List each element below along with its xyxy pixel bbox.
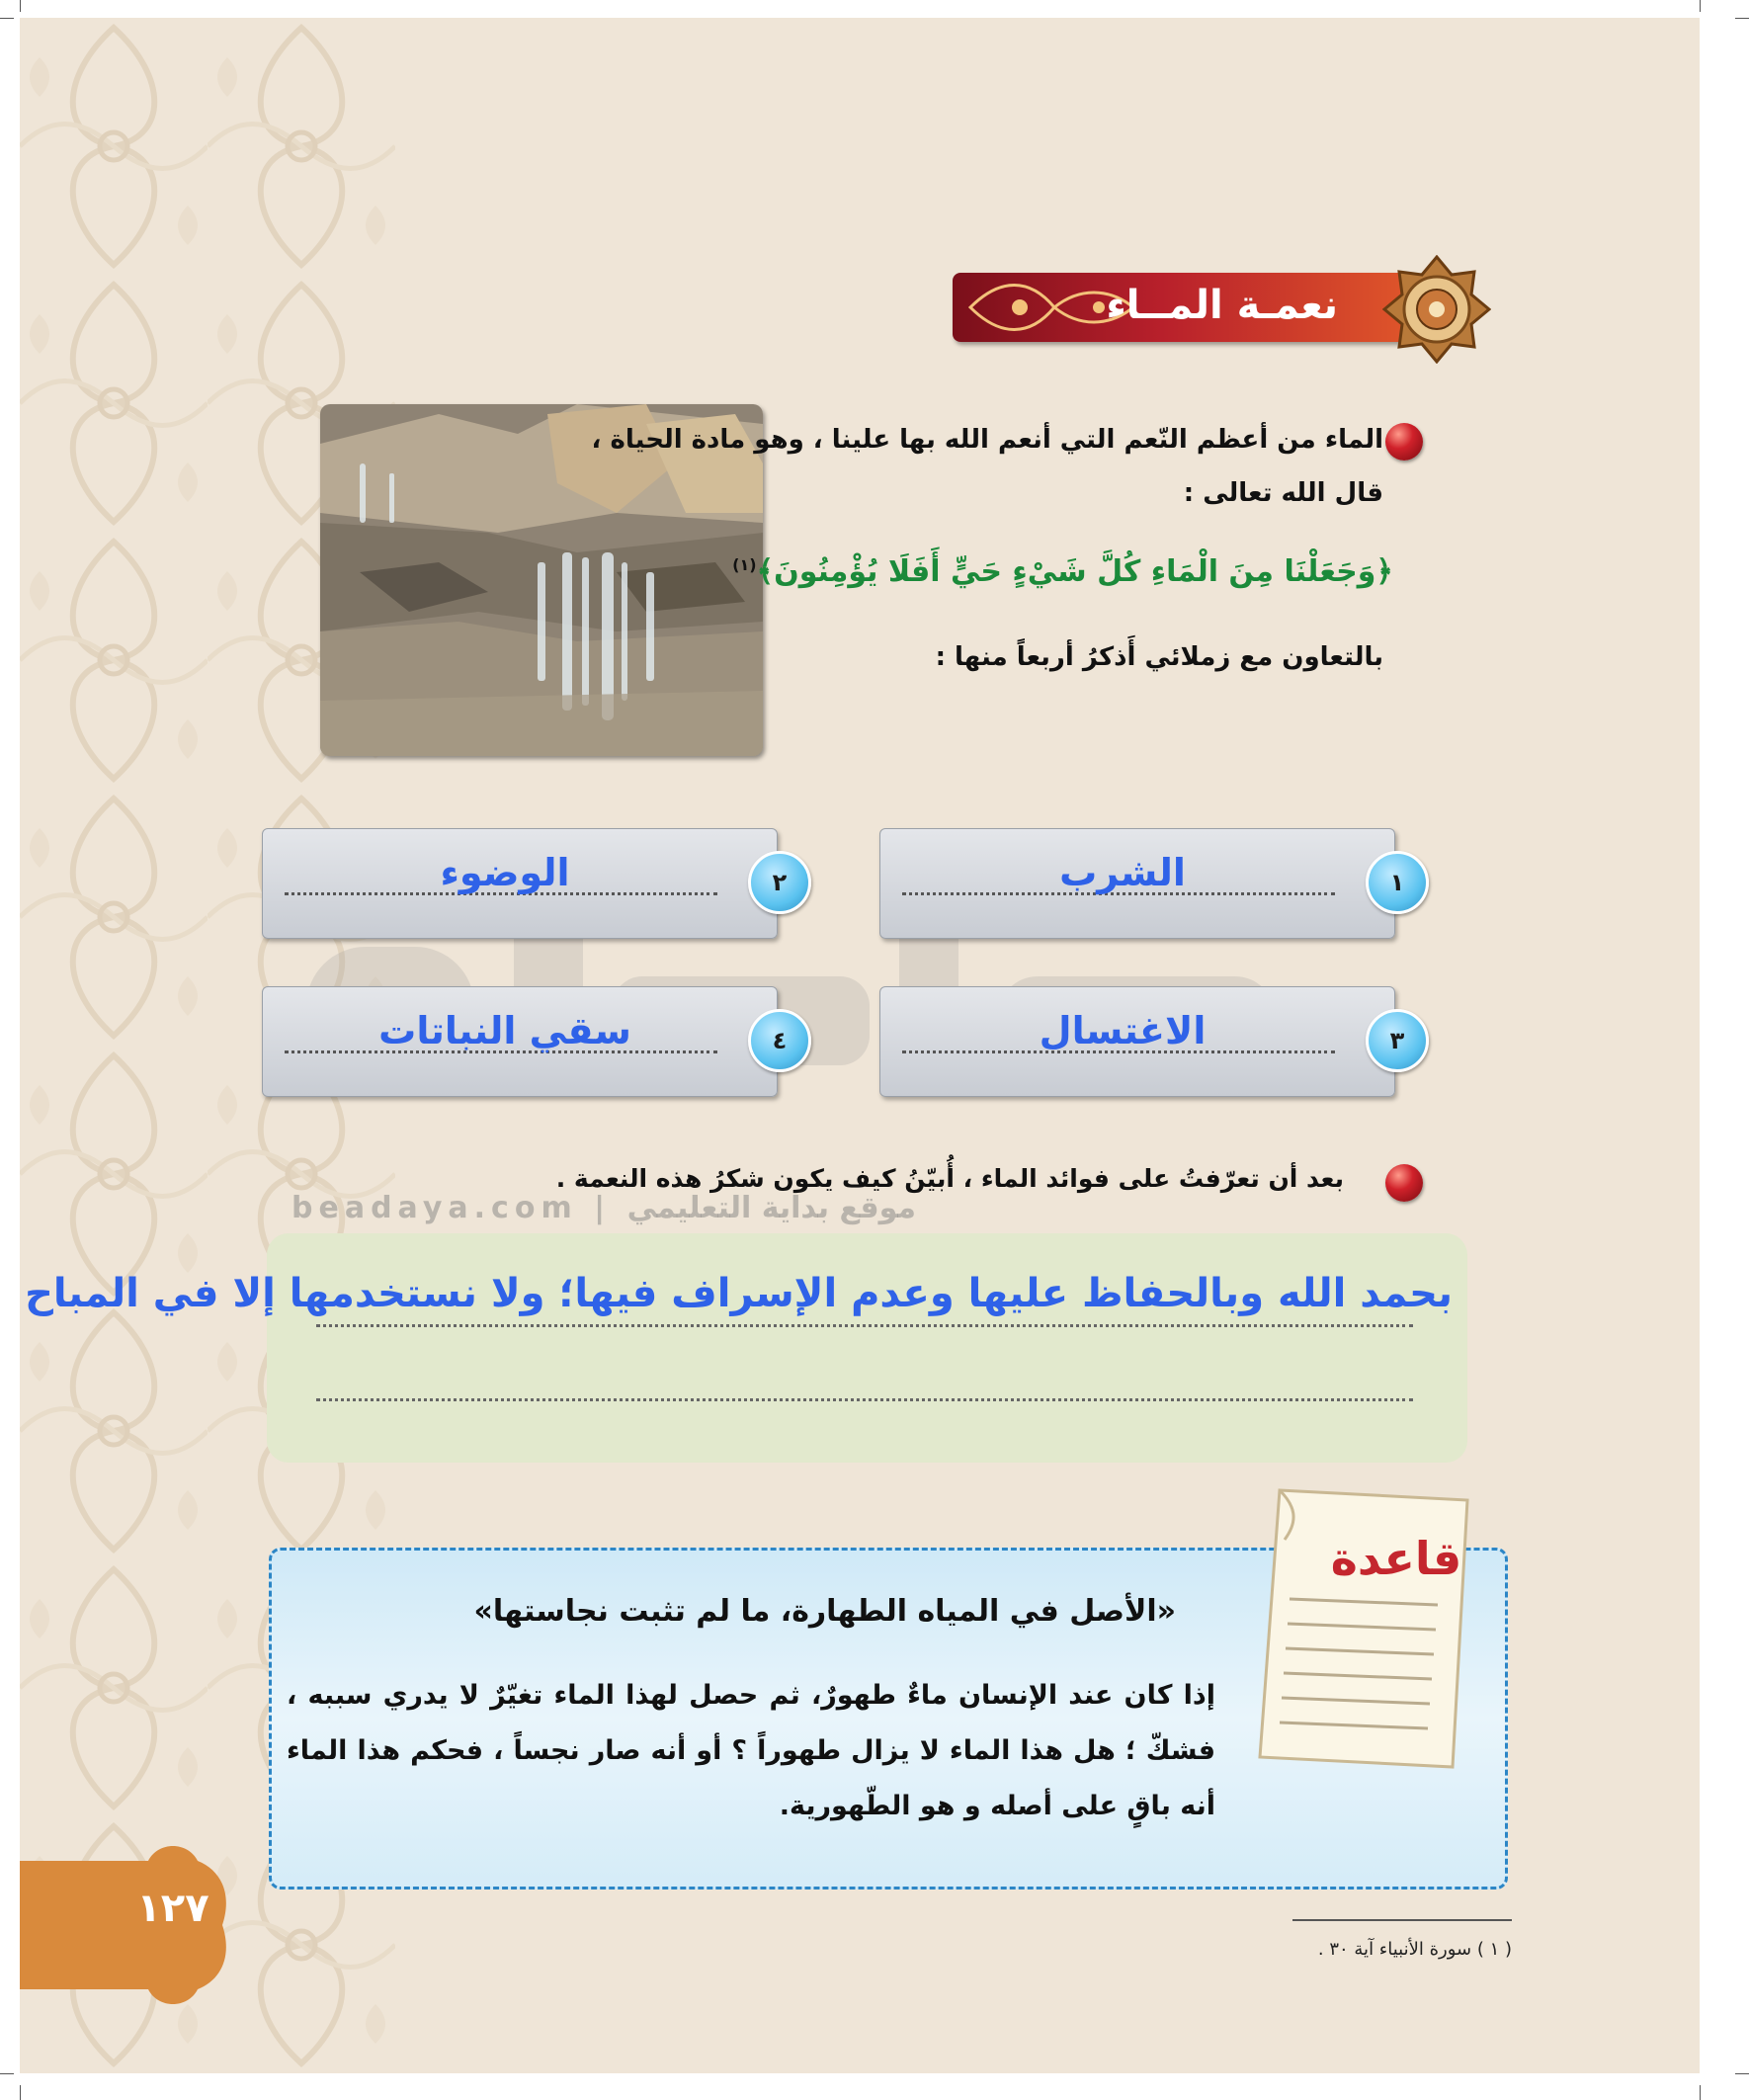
gratitude-answer: بحمد الله وبالحفاظ عليها وعدم الإسراف فيها؛ ولا نستخدمها إلا في المباح	[25, 1271, 1453, 1316]
answer-text: الاغتسال	[1039, 1009, 1207, 1052]
rule-body: إذا كان عند الإنسان ماءٌ طهورٌ، ثم حصل لهذا الماء تغيّرٌ لا يدري سببه ، فشكّ ؛ هل هذا الماء لا يزال طهوراً ؟ أو أنه صار نجساً ، فحكم هذا الماء أنه باقٍ على أصله و هو الطّهورية.	[287, 1680, 1215, 1821]
lesson-title: نعمـة المــاء	[1106, 283, 1338, 328]
task-instruction: بالتعاون مع زملائي أَذكرُ أربعاً منها :	[935, 642, 1383, 672]
number-badge: ٤	[748, 1009, 811, 1072]
crop-mark	[0, 2073, 14, 2074]
crop-mark	[0, 18, 14, 19]
crop-mark	[1735, 2073, 1749, 2074]
crop-mark	[1735, 18, 1749, 19]
answer-box-1[interactable]	[879, 828, 1395, 939]
answer-text: سقي النباتات	[378, 1009, 631, 1052]
answer-line	[316, 1324, 1413, 1327]
bullet-icon	[1385, 1164, 1423, 1202]
rule-label: قاعدة	[1330, 1532, 1462, 1585]
answer-box-3[interactable]	[879, 986, 1395, 1097]
page-number: ١٢٧	[136, 1886, 209, 1931]
crop-mark	[20, 0, 21, 12]
crop-mark	[1700, 2085, 1701, 2100]
quran-verse	[543, 554, 1393, 589]
lesson-title-banner	[933, 255, 1496, 364]
answer-area[interactable]	[267, 1233, 1467, 1463]
textbook-page	[20, 18, 1700, 2073]
answer-text: الشرب	[1059, 851, 1186, 894]
crop-mark	[20, 2085, 21, 2100]
answer-line	[316, 1398, 1413, 1401]
verse-footnote-ref: (١)	[732, 555, 757, 574]
bullet-icon	[1385, 423, 1423, 461]
footnote: ( ١ ) سورة الأنبياء آية ٣٠ .	[1317, 1939, 1512, 1960]
answer-box-4[interactable]	[262, 986, 778, 1097]
watermark-text: beadaya.com | موقع بداية التعليمي	[292, 1191, 916, 1225]
medallion-icon	[1382, 255, 1491, 364]
answer-box-2[interactable]	[262, 828, 778, 939]
intro-paragraph: الماء من أعظم النّعم التي أنعم الله بها علينا ، وهو مادة الحياة ، قال الله تعالى :	[591, 425, 1383, 508]
footnote-divider	[1292, 1919, 1512, 1921]
number-badge: ٣	[1366, 1009, 1429, 1072]
number-badge: ١	[1366, 851, 1429, 914]
number-badge: ٢	[748, 851, 811, 914]
gratitude-question: بعد أن تعرّفتُ على فوائد الماء ، أُبيّنُ كيف يكون شكرُ هذه النعمة .	[555, 1164, 1344, 1193]
scroll-paper-icon	[1240, 1480, 1497, 1787]
crop-mark	[1700, 0, 1701, 12]
rule-title: «الأصل في المياه الطهارة، ما لم تثبت نجاستها»	[473, 1594, 1176, 1629]
answer-text: الوضوء	[440, 851, 570, 894]
verse-text: ﴿وَجَعَلْنَا مِنَ الْمَاءِ كُلَّ شَيْءٍ حَيٍّ أَفَلَا يُؤْمِنُونَ﴾	[756, 554, 1393, 589]
